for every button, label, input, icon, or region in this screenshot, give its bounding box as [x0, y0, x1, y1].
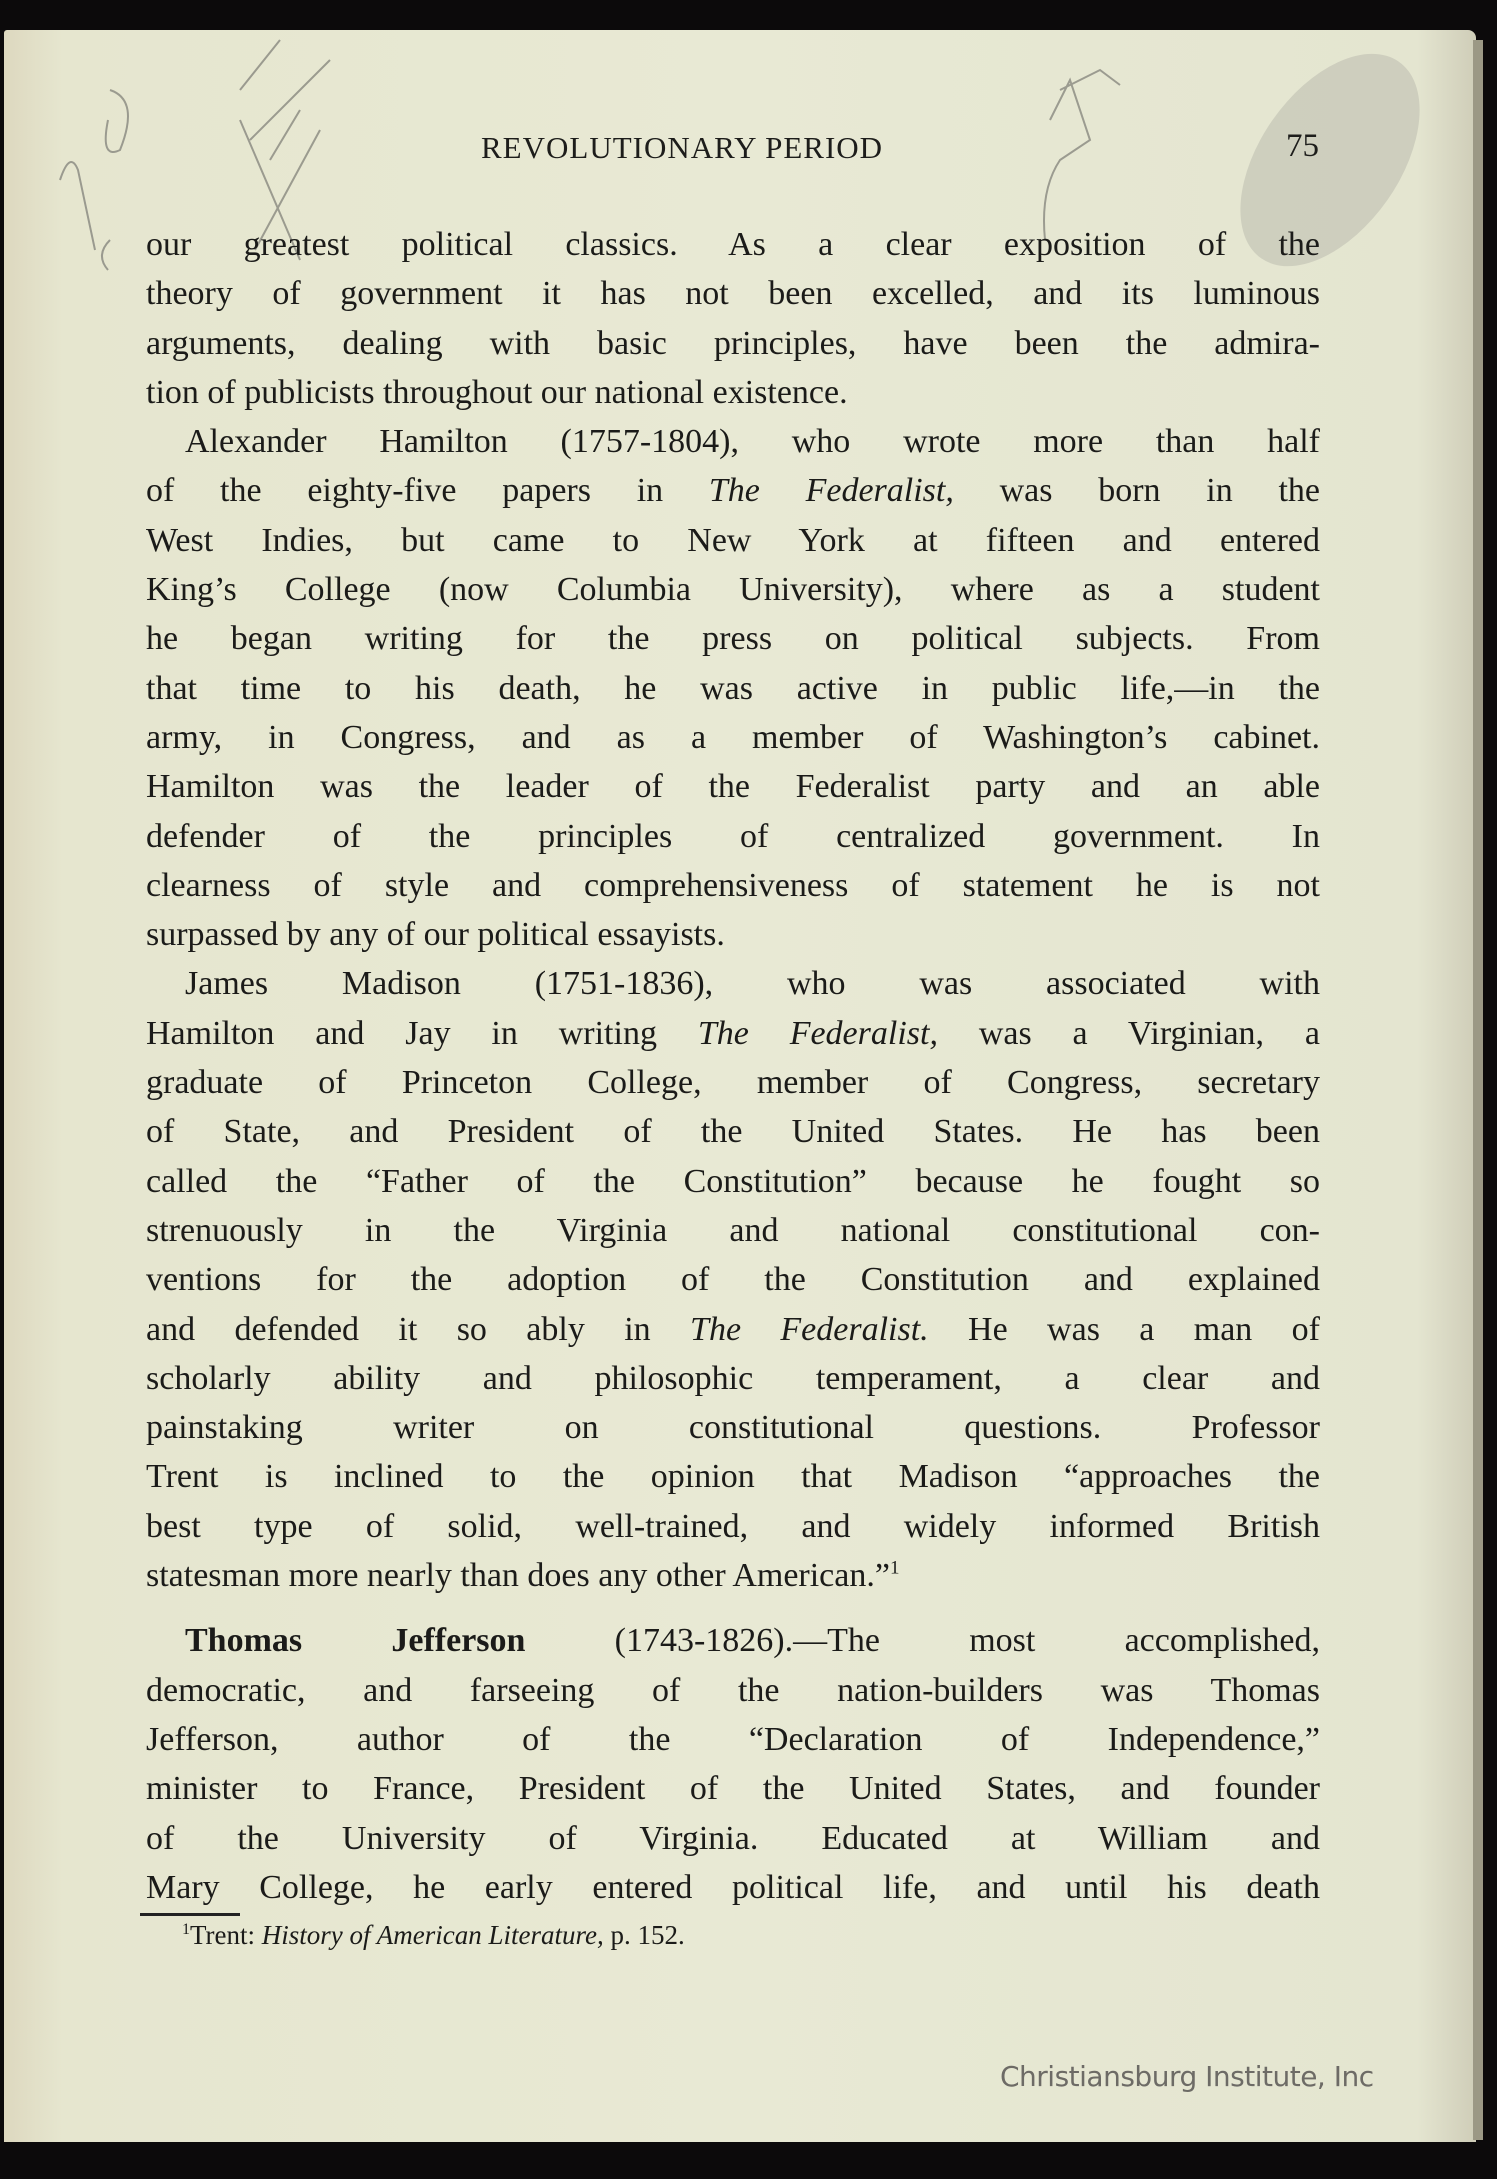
- text-segment: was a Virginian, a: [937, 1014, 1320, 1052]
- text-segment: of the eighty-five papers in: [146, 472, 709, 510]
- paragraph: [146, 959, 1320, 1600]
- text-segment: theory of government it has not been excelled, and its luminous: [146, 275, 1320, 313]
- running-title: REVOLUTIONARY PERIOD: [481, 130, 884, 165]
- paragraph: [146, 1616, 1320, 1912]
- text-segment: that time to his death, he was active in public life,—in the: [146, 669, 1320, 707]
- paragraph: [146, 220, 1320, 417]
- section-heading: Thomas Jefferson: [185, 1622, 526, 1660]
- watermark: Christiansburg Institute, Inc: [1000, 2060, 1374, 2093]
- text-segment: (1743-1826).—The most accomplished,: [525, 1622, 1321, 1660]
- text-line: [146, 565, 1320, 614]
- text-line: [146, 959, 1320, 1008]
- text-line: [146, 368, 1320, 417]
- text-segment: strenuously in the Virginia and national constitutional con-: [146, 1211, 1320, 1249]
- footnote-page: p. 152.: [603, 1920, 685, 1950]
- text-line: [146, 713, 1320, 762]
- text-line: [146, 1452, 1320, 1501]
- text-segment: of State, and President of the United States. He has been: [146, 1113, 1320, 1151]
- text-segment: called the “Father of the Constitution” because he fought so: [146, 1162, 1320, 1200]
- footnote-rule: [140, 1913, 240, 1916]
- footnote-marker: 1: [182, 1921, 190, 1938]
- text-segment: Mary College, he early entered political life, and until his death: [146, 1868, 1320, 1906]
- text-line: [146, 319, 1320, 368]
- text-line: [146, 1206, 1320, 1255]
- text-segment: Trent is inclined to the opinion that Madison “approaches the: [146, 1458, 1320, 1496]
- page-number: 75: [1286, 128, 1319, 164]
- text-line: [146, 1157, 1320, 1206]
- text-segment: of the University of Virginia. Educated at William and: [146, 1819, 1320, 1857]
- text-segment: Alexander Hamilton (1757-1804), who wrote more than half: [185, 423, 1320, 461]
- text-segment: graduate of Princeton College, member of Congress, secretary: [146, 1064, 1320, 1102]
- text-line: [146, 1354, 1320, 1403]
- text-segment: our greatest political classics. As a clear exposition of the: [146, 226, 1320, 263]
- text-segment: democratic, and farseeing of the nation-builders was Thomas: [146, 1671, 1320, 1709]
- text-line: [146, 1403, 1320, 1452]
- footnote-title: History of American Literature,: [261, 1920, 604, 1950]
- text-line: [146, 1058, 1320, 1107]
- text-segment: West Indies, but came to New York at fifteen and entered: [146, 521, 1320, 559]
- text-line: [146, 1009, 1320, 1058]
- text-segment: arguments, dealing with basic principles, have been the admira-: [146, 324, 1320, 362]
- text-line: [146, 1863, 1320, 1912]
- paragraph-gap: [146, 1600, 1320, 1616]
- text-line: [146, 1305, 1320, 1354]
- text-segment: Hamilton and Jay in writing: [146, 1014, 698, 1052]
- text-line: [146, 220, 1320, 269]
- text-segment: statesman more nearly than does any other American.”: [146, 1557, 890, 1595]
- text-line: [146, 1764, 1320, 1813]
- text-line: [146, 1616, 1320, 1665]
- text-segment: scholarly ability and philosophic temperament, a clear and: [146, 1359, 1320, 1397]
- italic-title: The Federalist,: [697, 1014, 938, 1052]
- footnote: [182, 1920, 685, 1951]
- text-segment: defender of the principles of centralized government. In: [146, 817, 1320, 855]
- paragraph: [146, 417, 1320, 959]
- text-segment: James Madison (1751-1836), who was associated with: [185, 965, 1320, 1003]
- text-line: [146, 614, 1320, 663]
- text-segment: he began writing for the press on political subjects. From: [146, 620, 1320, 658]
- text-line: [146, 1255, 1320, 1304]
- text-segment: painstaking writer on constitutional questions. Professor: [146, 1409, 1320, 1447]
- text-segment: Hamilton was the leader of the Federalist party and an able: [146, 768, 1320, 806]
- italic-title: The Federalist,: [708, 472, 954, 510]
- text-line: [146, 664, 1320, 713]
- footnote-author: Trent:: [190, 1920, 262, 1950]
- text-segment: King’s College (now Columbia University), where as a student: [146, 571, 1320, 609]
- text-line: [146, 466, 1320, 515]
- text-segment: ventions for the adoption of the Constitution and explained: [146, 1261, 1320, 1299]
- text-line: [146, 1551, 1320, 1600]
- text-segment: army, in Congress, and as a member of Washington’s cabinet.: [146, 718, 1320, 756]
- text-line: [146, 812, 1320, 861]
- text-line: [146, 910, 1320, 959]
- running-header: [0, 124, 1497, 174]
- text-line: [146, 1715, 1320, 1764]
- text-segment: minister to France, President of the United States, and founder: [146, 1770, 1320, 1808]
- text-segment: and defended it so ably in: [146, 1310, 691, 1348]
- text-segment: He was a man of: [928, 1310, 1320, 1348]
- text-segment: best type of solid, well-trained, and widely informed British: [146, 1507, 1320, 1545]
- text-line: [146, 1502, 1320, 1551]
- text-line: [146, 1666, 1320, 1715]
- text-line: [146, 1814, 1320, 1863]
- text-segment: tion of publicists throughout our national existence.: [146, 373, 848, 411]
- footnote-ref: 1: [889, 1557, 900, 1579]
- text-line: [146, 1107, 1320, 1156]
- text-segment: Jefferson, author of the “Declaration of Independence,”: [146, 1720, 1320, 1758]
- text-line: [146, 762, 1320, 811]
- italic-title: The Federalist.: [690, 1310, 929, 1348]
- text-segment: clearness of style and comprehensiveness of statement he is not: [146, 866, 1320, 904]
- text-line: [146, 516, 1320, 565]
- text-line: [146, 861, 1320, 910]
- text-line: [146, 417, 1320, 466]
- text-line: [146, 269, 1320, 318]
- body-text: [146, 220, 1320, 1912]
- text-segment: was born in the: [953, 472, 1320, 510]
- text-segment: surpassed by any of our political essayists.: [146, 916, 725, 954]
